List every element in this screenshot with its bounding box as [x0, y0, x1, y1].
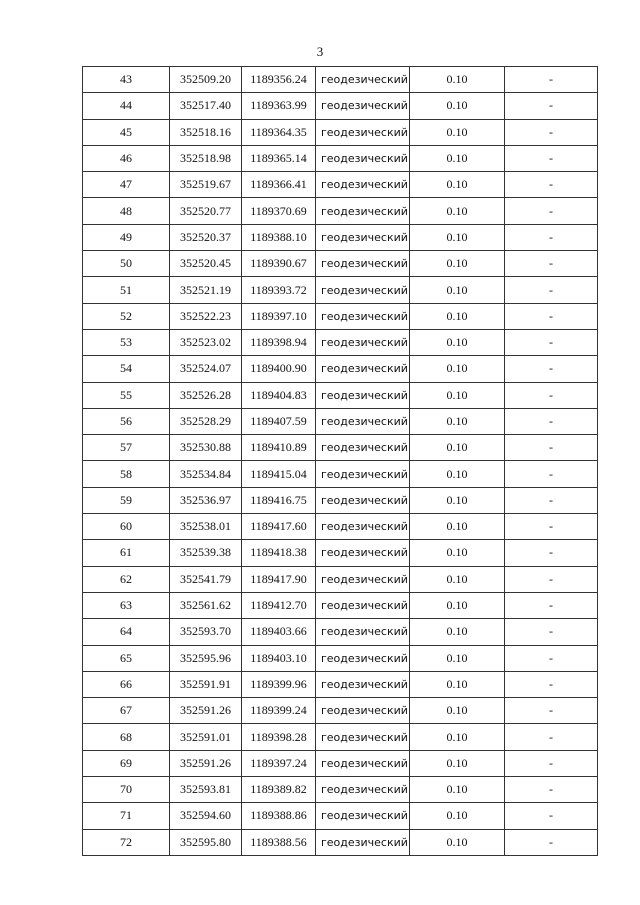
- note-cell: -: [505, 329, 598, 355]
- table-row: [83, 356, 598, 382]
- x-coordinate-cell: 352591.01: [170, 724, 242, 750]
- accuracy-cell: 0.10: [410, 408, 505, 434]
- method-cell: геодезический: [316, 408, 410, 434]
- note-cell: -: [505, 619, 598, 645]
- y-coordinate-cell: 1189390.67: [242, 251, 316, 277]
- method-cell: геодезический: [316, 566, 410, 592]
- x-coordinate-cell: 352520.77: [170, 198, 242, 224]
- note-cell: -: [505, 566, 598, 592]
- y-coordinate-cell: 1189363.99: [242, 93, 316, 119]
- accuracy-cell: 0.10: [410, 750, 505, 776]
- note-cell: -: [505, 592, 598, 618]
- y-coordinate-cell: 1189400.90: [242, 356, 316, 382]
- point-number-cell: 46: [83, 145, 170, 171]
- point-number-cell: 63: [83, 592, 170, 618]
- accuracy-cell: 0.10: [410, 93, 505, 119]
- table-row: [83, 277, 598, 303]
- point-number-cell: 61: [83, 540, 170, 566]
- note-cell: -: [505, 251, 598, 277]
- table-row: [83, 829, 598, 855]
- x-coordinate-cell: 352536.97: [170, 487, 242, 513]
- point-number-cell: 51: [83, 277, 170, 303]
- table-row: [83, 803, 598, 829]
- note-cell: -: [505, 645, 598, 671]
- y-coordinate-cell: 1189418.38: [242, 540, 316, 566]
- method-cell: геодезический: [316, 724, 410, 750]
- method-cell: геодезический: [316, 461, 410, 487]
- point-number-cell: 72: [83, 829, 170, 855]
- accuracy-cell: 0.10: [410, 145, 505, 171]
- method-cell: геодезический: [316, 93, 410, 119]
- note-cell: -: [505, 750, 598, 776]
- accuracy-cell: 0.10: [410, 540, 505, 566]
- note-cell: -: [505, 119, 598, 145]
- x-coordinate-cell: 352522.23: [170, 303, 242, 329]
- method-cell: геодезический: [316, 829, 410, 855]
- table-row: [83, 461, 598, 487]
- point-number-cell: 47: [83, 172, 170, 198]
- note-cell: -: [505, 435, 598, 461]
- method-cell: геодезический: [316, 119, 410, 145]
- table-row: [83, 198, 598, 224]
- note-cell: -: [505, 487, 598, 513]
- y-coordinate-cell: 1189403.66: [242, 619, 316, 645]
- table-row: [83, 566, 598, 592]
- note-cell: -: [505, 671, 598, 697]
- point-number-cell: 66: [83, 671, 170, 697]
- y-coordinate-cell: 1189397.10: [242, 303, 316, 329]
- x-coordinate-cell: 352538.01: [170, 514, 242, 540]
- accuracy-cell: 0.10: [410, 645, 505, 671]
- method-cell: геодезический: [316, 592, 410, 618]
- y-coordinate-cell: 1189398.28: [242, 724, 316, 750]
- x-coordinate-cell: 352509.20: [170, 67, 242, 93]
- point-number-cell: 57: [83, 435, 170, 461]
- x-coordinate-cell: 352534.84: [170, 461, 242, 487]
- x-coordinate-cell: 352518.16: [170, 119, 242, 145]
- accuracy-cell: 0.10: [410, 329, 505, 355]
- y-coordinate-cell: 1189388.10: [242, 224, 316, 250]
- coordinates-table: [82, 66, 598, 856]
- x-coordinate-cell: 352518.98: [170, 145, 242, 171]
- accuracy-cell: 0.10: [410, 514, 505, 540]
- point-number-cell: 50: [83, 251, 170, 277]
- point-number-cell: 53: [83, 329, 170, 355]
- y-coordinate-cell: 1189364.35: [242, 119, 316, 145]
- y-coordinate-cell: 1189389.82: [242, 777, 316, 803]
- accuracy-cell: 0.10: [410, 251, 505, 277]
- accuracy-cell: 0.10: [410, 724, 505, 750]
- note-cell: -: [505, 540, 598, 566]
- table-row: [83, 514, 598, 540]
- point-number-cell: 64: [83, 619, 170, 645]
- note-cell: -: [505, 514, 598, 540]
- table-row: [83, 540, 598, 566]
- y-coordinate-cell: 1189399.96: [242, 671, 316, 697]
- table-row: [83, 619, 598, 645]
- x-coordinate-cell: 352591.91: [170, 671, 242, 697]
- method-cell: геодезический: [316, 329, 410, 355]
- table-row: [83, 671, 598, 697]
- coordinates-table-body: [83, 67, 598, 856]
- y-coordinate-cell: 1189412.70: [242, 592, 316, 618]
- point-number-cell: 44: [83, 93, 170, 119]
- table-row: [83, 435, 598, 461]
- y-coordinate-cell: 1189404.83: [242, 382, 316, 408]
- y-coordinate-cell: 1189416.75: [242, 487, 316, 513]
- note-cell: -: [505, 198, 598, 224]
- accuracy-cell: 0.10: [410, 224, 505, 250]
- method-cell: геодезический: [316, 145, 410, 171]
- point-number-cell: 52: [83, 303, 170, 329]
- point-number-cell: 62: [83, 566, 170, 592]
- x-coordinate-cell: 352520.37: [170, 224, 242, 250]
- accuracy-cell: 0.10: [410, 356, 505, 382]
- accuracy-cell: 0.10: [410, 198, 505, 224]
- x-coordinate-cell: 352595.80: [170, 829, 242, 855]
- note-cell: -: [505, 461, 598, 487]
- accuracy-cell: 0.10: [410, 592, 505, 618]
- accuracy-cell: 0.10: [410, 619, 505, 645]
- x-coordinate-cell: 352524.07: [170, 356, 242, 382]
- note-cell: -: [505, 408, 598, 434]
- point-number-cell: 48: [83, 198, 170, 224]
- y-coordinate-cell: 1189356.24: [242, 67, 316, 93]
- method-cell: геодезический: [316, 356, 410, 382]
- note-cell: -: [505, 93, 598, 119]
- table-row: [83, 172, 598, 198]
- x-coordinate-cell: 352594.60: [170, 803, 242, 829]
- x-coordinate-cell: 352517.40: [170, 93, 242, 119]
- method-cell: геодезический: [316, 224, 410, 250]
- method-cell: геодезический: [316, 698, 410, 724]
- y-coordinate-cell: 1189388.56: [242, 829, 316, 855]
- y-coordinate-cell: 1189388.86: [242, 803, 316, 829]
- method-cell: геодезический: [316, 251, 410, 277]
- y-coordinate-cell: 1189403.10: [242, 645, 316, 671]
- table-row: [83, 487, 598, 513]
- table-row: [83, 93, 598, 119]
- x-coordinate-cell: 352520.45: [170, 251, 242, 277]
- table-row: [83, 303, 598, 329]
- y-coordinate-cell: 1189415.04: [242, 461, 316, 487]
- x-coordinate-cell: 352530.88: [170, 435, 242, 461]
- method-cell: геодезический: [316, 750, 410, 776]
- x-coordinate-cell: 352539.38: [170, 540, 242, 566]
- accuracy-cell: 0.10: [410, 435, 505, 461]
- note-cell: -: [505, 698, 598, 724]
- method-cell: геодезический: [316, 382, 410, 408]
- point-number-cell: 43: [83, 67, 170, 93]
- point-number-cell: 49: [83, 224, 170, 250]
- accuracy-cell: 0.10: [410, 777, 505, 803]
- method-cell: геодезический: [316, 303, 410, 329]
- method-cell: геодезический: [316, 540, 410, 566]
- table-row: [83, 382, 598, 408]
- note-cell: -: [505, 777, 598, 803]
- accuracy-cell: 0.10: [410, 671, 505, 697]
- method-cell: геодезический: [316, 67, 410, 93]
- accuracy-cell: 0.10: [410, 566, 505, 592]
- accuracy-cell: 0.10: [410, 698, 505, 724]
- table-row: [83, 119, 598, 145]
- table-row: [83, 329, 598, 355]
- accuracy-cell: 0.10: [410, 119, 505, 145]
- point-number-cell: 70: [83, 777, 170, 803]
- x-coordinate-cell: 352526.28: [170, 382, 242, 408]
- accuracy-cell: 0.10: [410, 67, 505, 93]
- y-coordinate-cell: 1189417.90: [242, 566, 316, 592]
- method-cell: геодезический: [316, 514, 410, 540]
- x-coordinate-cell: 352595.96: [170, 645, 242, 671]
- point-number-cell: 55: [83, 382, 170, 408]
- point-number-cell: 56: [83, 408, 170, 434]
- x-coordinate-cell: 352593.81: [170, 777, 242, 803]
- x-coordinate-cell: 352528.29: [170, 408, 242, 434]
- table-row: [83, 251, 598, 277]
- note-cell: -: [505, 172, 598, 198]
- accuracy-cell: 0.10: [410, 829, 505, 855]
- table-row: [83, 724, 598, 750]
- x-coordinate-cell: 352561.62: [170, 592, 242, 618]
- point-number-cell: 71: [83, 803, 170, 829]
- y-coordinate-cell: 1189410.89: [242, 435, 316, 461]
- method-cell: геодезический: [316, 645, 410, 671]
- method-cell: геодезический: [316, 803, 410, 829]
- y-coordinate-cell: 1189393.72: [242, 277, 316, 303]
- method-cell: геодезический: [316, 435, 410, 461]
- note-cell: -: [505, 224, 598, 250]
- x-coordinate-cell: 352523.02: [170, 329, 242, 355]
- note-cell: -: [505, 145, 598, 171]
- y-coordinate-cell: 1189407.59: [242, 408, 316, 434]
- x-coordinate-cell: 352591.26: [170, 698, 242, 724]
- y-coordinate-cell: 1189399.24: [242, 698, 316, 724]
- x-coordinate-cell: 352519.67: [170, 172, 242, 198]
- note-cell: -: [505, 829, 598, 855]
- point-number-cell: 59: [83, 487, 170, 513]
- y-coordinate-cell: 1189398.94: [242, 329, 316, 355]
- accuracy-cell: 0.10: [410, 382, 505, 408]
- method-cell: геодезический: [316, 172, 410, 198]
- x-coordinate-cell: 352593.70: [170, 619, 242, 645]
- table-row: [83, 698, 598, 724]
- note-cell: -: [505, 67, 598, 93]
- page-number: 3: [316, 44, 324, 59]
- table-row: [83, 750, 598, 776]
- table-row: [83, 67, 598, 93]
- table-row: [83, 592, 598, 618]
- point-number-cell: 60: [83, 514, 170, 540]
- x-coordinate-cell: 352591.26: [170, 750, 242, 776]
- accuracy-cell: 0.10: [410, 461, 505, 487]
- method-cell: геодезический: [316, 671, 410, 697]
- method-cell: геодезический: [316, 198, 410, 224]
- point-number-cell: 68: [83, 724, 170, 750]
- point-number-cell: 65: [83, 645, 170, 671]
- accuracy-cell: 0.10: [410, 803, 505, 829]
- note-cell: -: [505, 803, 598, 829]
- accuracy-cell: 0.10: [410, 172, 505, 198]
- point-number-cell: 54: [83, 356, 170, 382]
- y-coordinate-cell: 1189365.14: [242, 145, 316, 171]
- point-number-cell: 67: [83, 698, 170, 724]
- accuracy-cell: 0.10: [410, 487, 505, 513]
- table-row: [83, 777, 598, 803]
- y-coordinate-cell: 1189417.60: [242, 514, 316, 540]
- method-cell: геодезический: [316, 487, 410, 513]
- note-cell: -: [505, 382, 598, 408]
- note-cell: -: [505, 277, 598, 303]
- x-coordinate-cell: 352521.19: [170, 277, 242, 303]
- table-row: [83, 145, 598, 171]
- y-coordinate-cell: 1189366.41: [242, 172, 316, 198]
- method-cell: геодезический: [316, 619, 410, 645]
- y-coordinate-cell: 1189397.24: [242, 750, 316, 776]
- point-number-cell: 45: [83, 119, 170, 145]
- table-row: [83, 224, 598, 250]
- point-number-cell: 58: [83, 461, 170, 487]
- note-cell: -: [505, 356, 598, 382]
- x-coordinate-cell: 352541.79: [170, 566, 242, 592]
- y-coordinate-cell: 1189370.69: [242, 198, 316, 224]
- note-cell: -: [505, 303, 598, 329]
- method-cell: геодезический: [316, 777, 410, 803]
- accuracy-cell: 0.10: [410, 303, 505, 329]
- accuracy-cell: 0.10: [410, 277, 505, 303]
- point-number-cell: 69: [83, 750, 170, 776]
- note-cell: -: [505, 724, 598, 750]
- table-row: [83, 408, 598, 434]
- method-cell: геодезический: [316, 277, 410, 303]
- table-row: [83, 645, 598, 671]
